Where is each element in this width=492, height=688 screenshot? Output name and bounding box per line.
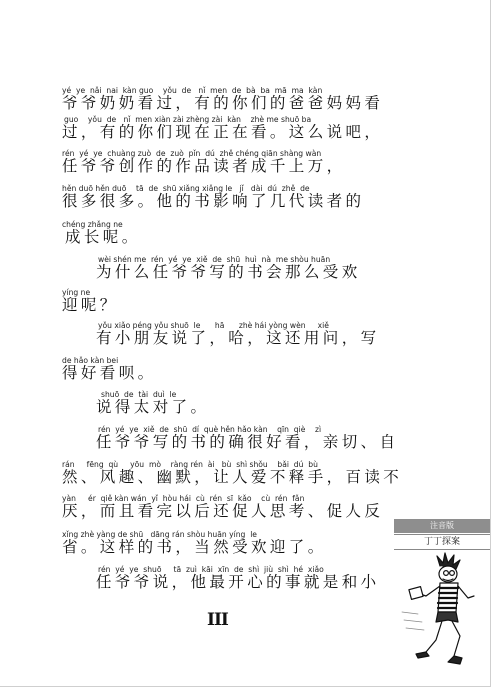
chinese-text: 然、风趣、幽默，让人爱不释手，百读不 [62, 468, 403, 486]
chinese-text: 得好看呗。 [62, 364, 157, 382]
chinese-text: 有小朋友说了，哈，这还用问，写 [96, 329, 380, 347]
series-title-label: 注音版 [394, 519, 490, 533]
chinese-text: 省。这样的书，当然受欢迎了。 [62, 538, 327, 556]
pinyin-annotation: rén yé ye shuō tā zuì kāi xīn de shì jiù shì hé xiǎo [98, 565, 324, 574]
chinese-text: 成长呢。 [65, 228, 141, 246]
chinese-text: 厌，而且看完以后还促人思考、促人反 [62, 502, 384, 520]
chinese-text: 任爷爷写的书的确很好看，亲切、自 [96, 433, 399, 451]
page-number: III [207, 610, 228, 630]
chinese-text: 任爷爷说，他最开心的事就是和小 [96, 573, 380, 591]
chinese-text: 迎呢？ [62, 296, 119, 314]
pinyin-annotation: wèi shén me rén yé ye xiě de shū huì nà me shòu huān [98, 255, 331, 264]
pinyin-annotation: yé ye nǎi nai kàn guo yǒu de nǐ men de bà ba mā ma kàn [62, 86, 323, 95]
pinyin-annotation: xǐng zhè yàng de shū dāng rán shòu huān yíng le [62, 530, 257, 539]
pinyin-annotation: rén yé ye xiě de shū dí què hěn hǎo kàn qīn qiè zì [98, 425, 322, 434]
book-title-label: 丁丁探案 [394, 534, 490, 550]
chinese-text: 为什么任爷爷写的书会那么受欢 [96, 263, 361, 281]
pinyin-annotation: yǒu xiǎo péng yǒu shuō le hā zhè hái yòng wèn xiě [98, 321, 329, 330]
running-child-illustration [396, 552, 492, 680]
pinyin-annotation: yíng ne [62, 288, 91, 297]
chinese-text: 说得太对了。 [96, 398, 210, 416]
chinese-text: 很多很多。他的书影响了几代读者的 [62, 192, 365, 210]
pinyin-annotation: guo yǒu de nǐ men xiàn zài zhèng zài kàn zhè me shuō ba [64, 115, 312, 124]
pinyin-annotation: de hǎo kàn bei [62, 356, 119, 365]
chinese-text: 任爷爷创作的作品读者成千上万， [62, 157, 346, 175]
pinyin-annotation: rén yé ye chuàng zuò de zuò pǐn dú zhě chéng qiān shàng wàn [62, 149, 322, 158]
chinese-text: 爷爷奶奶看过，有的你们的爸爸妈妈看 [62, 94, 384, 112]
chinese-text: 过，有的你们现在正在看。这么说吧， [62, 123, 384, 141]
pinyin-annotation: shuō de tài duì le [101, 390, 177, 399]
pinyin-annotation: yàn ér qiě kàn wán yǐ hòu hái cù rén sī kǎo cù rén fǎn [62, 494, 305, 503]
pinyin-annotation: hěn duō hěn duō tā de shū xiǎng xiǎng le jǐ dài dú zhě de [62, 184, 310, 193]
pinyin-annotation: chéng zhǎng ne [62, 220, 123, 229]
pinyin-annotation: rán fēng qù yōu mò ràng rén ài bù shì shǒu bǎi dú bù [62, 460, 318, 469]
